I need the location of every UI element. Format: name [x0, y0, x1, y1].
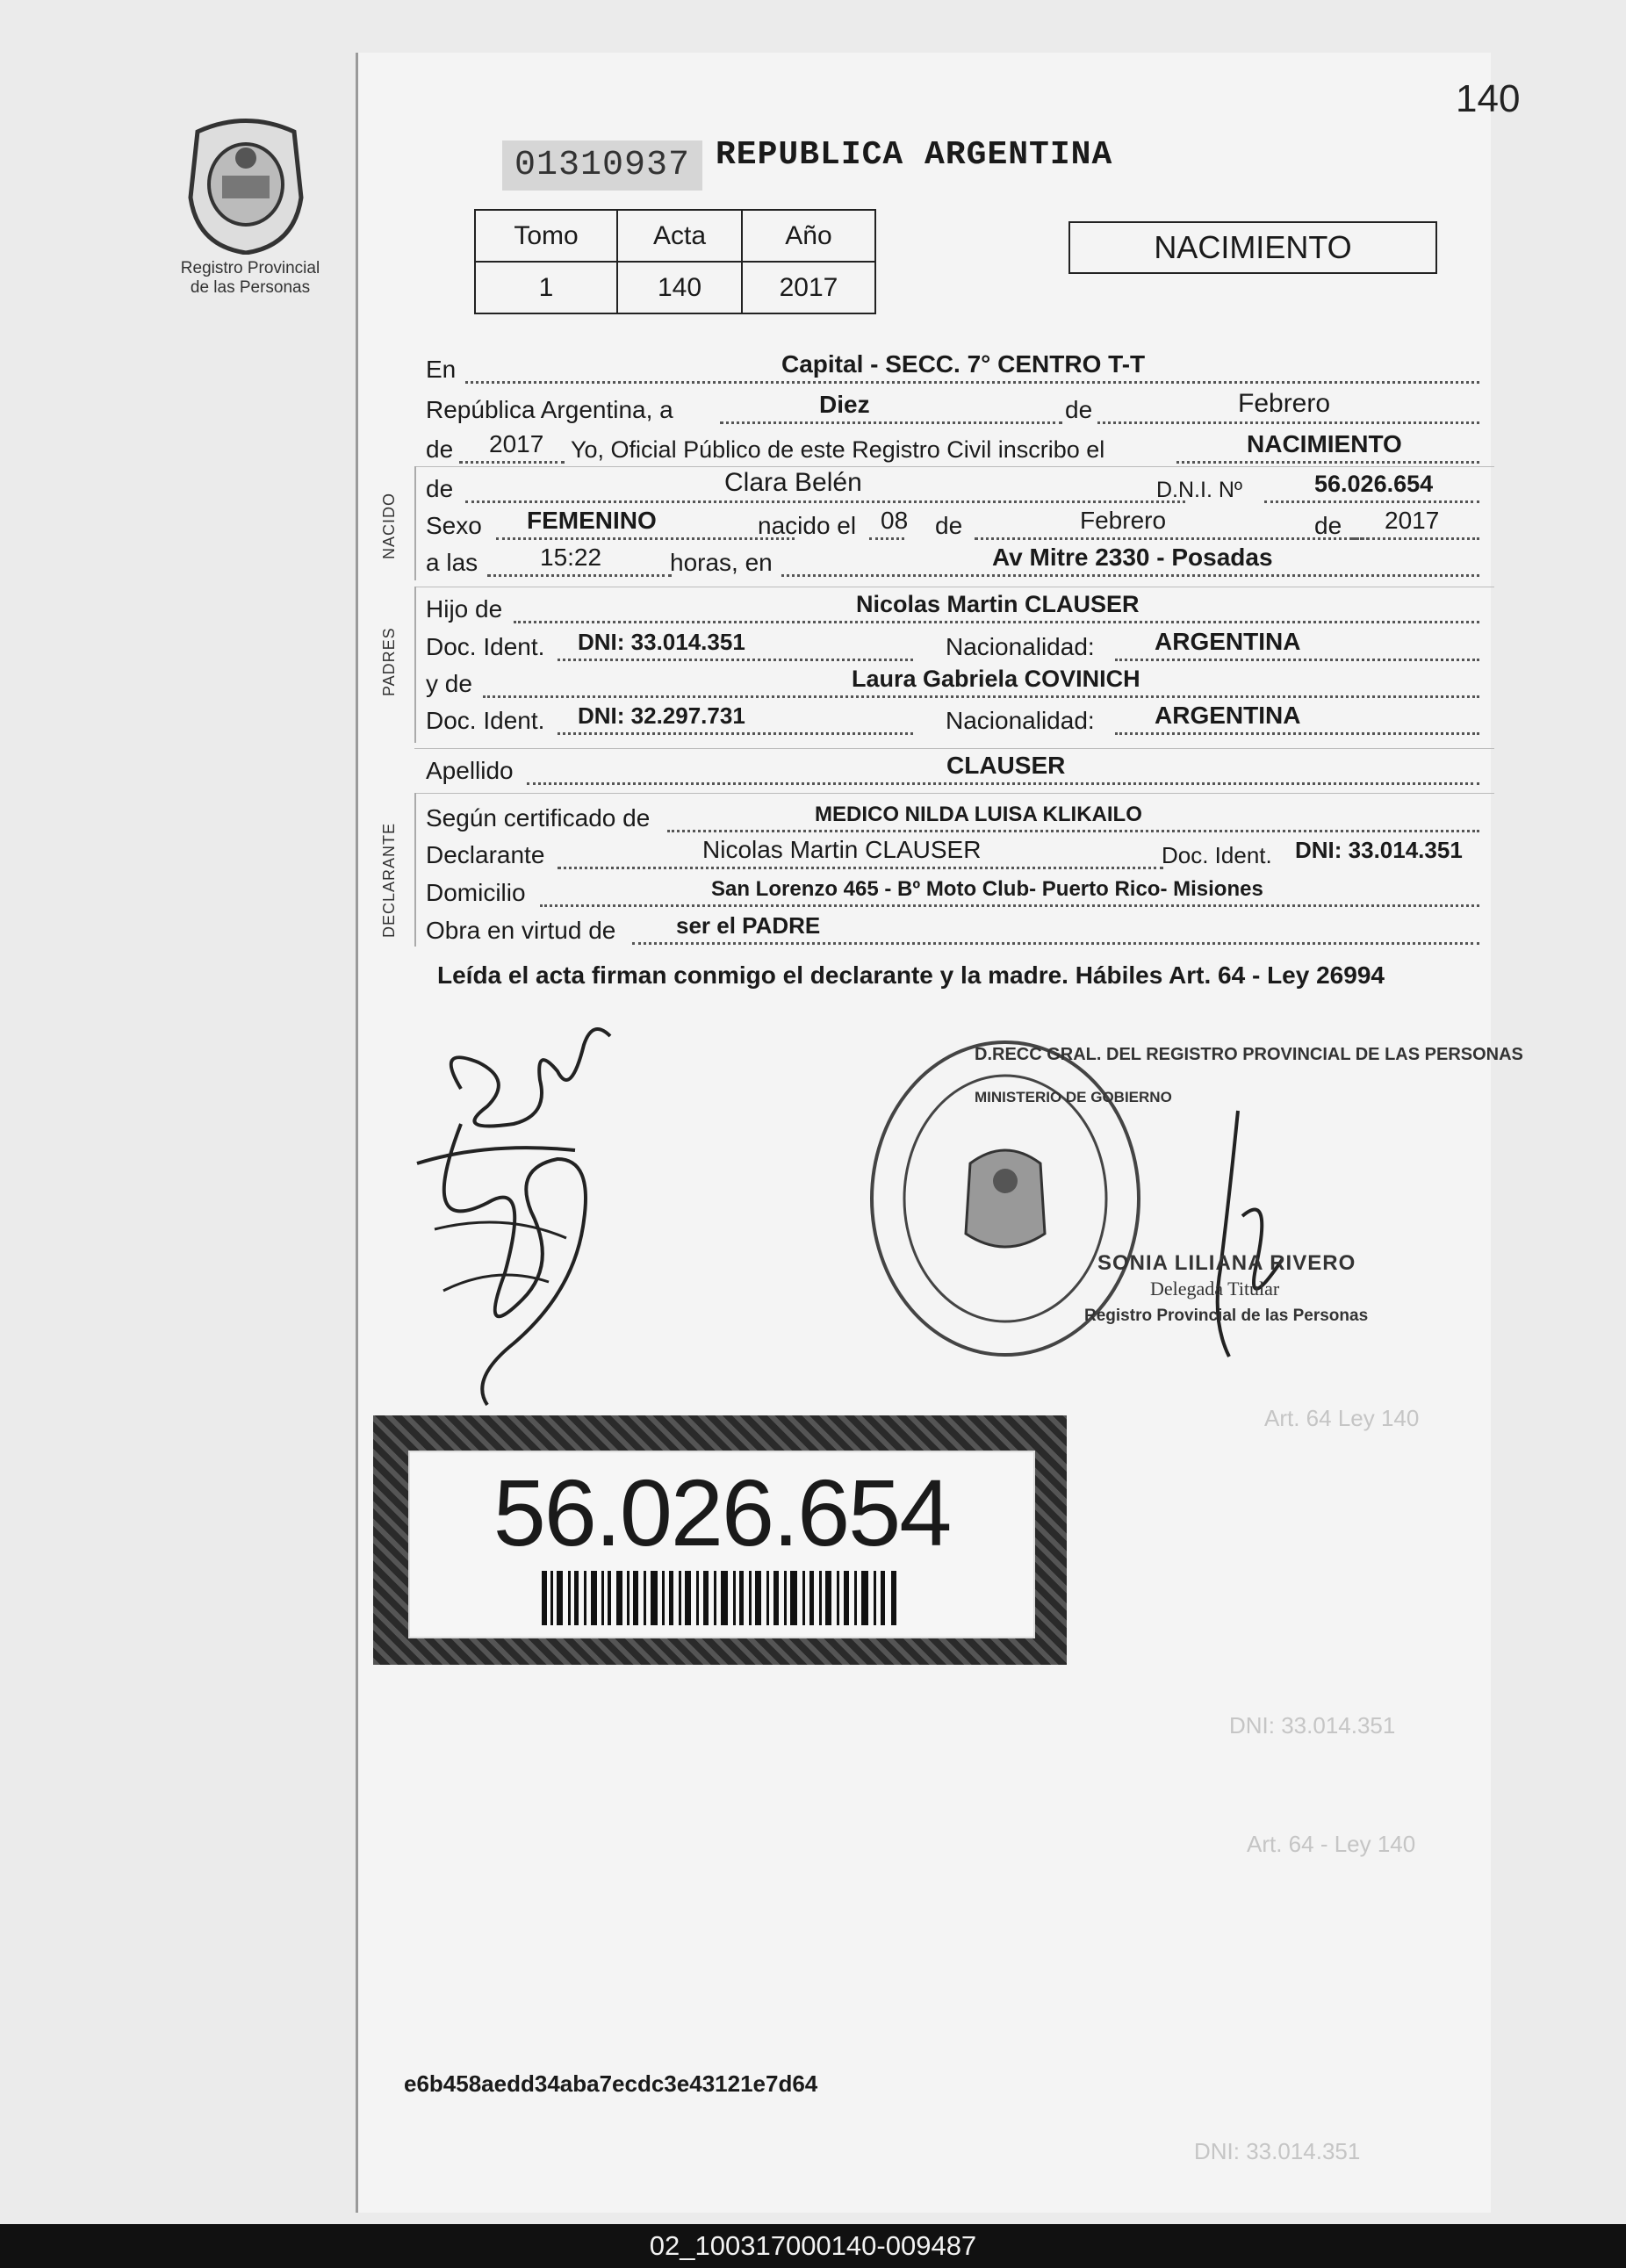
barcode-bars	[542, 1571, 902, 1625]
row-obra	[426, 910, 1493, 947]
label-en: En	[426, 356, 457, 383]
tomo-header: Tomo	[475, 210, 617, 262]
label-doc-ident-2: Doc. Ident.	[426, 707, 545, 734]
divider	[414, 793, 1494, 794]
row-mother-doc	[426, 700, 1493, 737]
label-sexo: Sexo	[426, 512, 482, 539]
record-type-box: NACIMIENTO	[1068, 221, 1437, 274]
dotted-line	[1097, 421, 1479, 424]
mother-nationality-value: ARGENTINA	[1155, 702, 1301, 729]
divider	[414, 466, 1494, 467]
section-line	[414, 793, 416, 947]
label-segun-certificado: Según certificado de	[426, 804, 651, 832]
row-date	[426, 389, 1493, 426]
section-line	[414, 466, 416, 580]
label-domicilio: Domicilio	[426, 879, 526, 906]
label-y-de: y de	[426, 670, 472, 697]
row-certificado	[426, 797, 1493, 834]
mother-name-value: Laura Gabriela COVINICH	[852, 666, 1140, 692]
label-obra-en-virtud: Obra en virtud de	[426, 917, 616, 944]
stamp-inner-text: MINISTERIO DE GOBIERNO	[975, 1089, 1172, 1105]
declarant-signature	[382, 1010, 645, 1414]
row-sex-birth	[426, 505, 1493, 542]
dotted-line	[465, 381, 1479, 384]
label-nacido-el: nacido el	[758, 512, 857, 539]
country-title: REPUBLICA ARGENTINA	[716, 136, 1113, 174]
label-de-month: de	[935, 512, 963, 539]
row-time-place	[426, 542, 1493, 579]
folio-number: 140	[1456, 77, 1521, 120]
barcode-number: 56.026.654	[493, 1459, 951, 1566]
dotted-line	[540, 904, 1479, 907]
ghost-mark: DNI: 33.014.351	[1229, 1712, 1396, 1739]
registry-caption-line-1: Registro Provincial	[180, 259, 320, 277]
label-de: de	[1065, 396, 1093, 423]
dotted-line	[869, 537, 904, 540]
mother-dni-value: DNI: 32.297.731	[578, 702, 745, 729]
dotted-line	[1115, 659, 1479, 661]
document-hash: e6b458aedd34aba7ecdc3e43121e7d64	[404, 2070, 818, 2097]
dotted-line	[483, 695, 1479, 698]
father-name-value: Nicolas Martin CLAUSER	[856, 591, 1140, 617]
dotted-line	[487, 574, 672, 577]
label-doc-ident-declarante: Doc. Ident.	[1162, 842, 1272, 868]
label-doc-ident: Doc. Ident.	[426, 633, 545, 660]
row-domicilio	[426, 872, 1493, 909]
official-name: SONIA LILIANA RIVERO	[1097, 1251, 1356, 1275]
dotted-line	[558, 867, 1163, 869]
dotted-line	[975, 537, 1370, 540]
event-value: NACIMIENTO	[1247, 430, 1402, 457]
registry-caption	[171, 259, 329, 298]
ghost-mark: DNI: 33.014.351	[1194, 2138, 1361, 2164]
dotted-line	[1264, 500, 1479, 503]
declarante-value: Nicolas Martin CLAUSER	[702, 836, 982, 863]
row-father	[426, 588, 1493, 625]
ghost-mark: Art. 64 - Ley 140	[1247, 1831, 1416, 1857]
row-name	[426, 468, 1493, 505]
dotted-line	[496, 537, 795, 540]
dotted-line	[558, 732, 913, 735]
dotted-line	[459, 461, 565, 464]
birth-day-value: 08	[881, 507, 909, 534]
label-nacionalidad-2: Nacionalidad:	[946, 707, 1095, 734]
birth-year-value: 2017	[1385, 507, 1440, 534]
apellido-value: CLAUSER	[946, 752, 1066, 779]
certificate-value: MEDICO NILDA LUISA KLIKAILO	[815, 803, 1142, 826]
row-father-doc	[426, 626, 1493, 663]
label-hijo-de: Hijo de	[426, 595, 503, 623]
dotted-line	[667, 830, 1479, 832]
file-id-footer: 02_100317000140-009487	[0, 2224, 1626, 2268]
place-value: Capital - SECC. 7° CENTRO T-T	[781, 350, 1146, 378]
dotted-line	[632, 942, 1479, 945]
section-label-nacido: NACIDO	[380, 492, 398, 559]
dotted-line	[558, 659, 913, 661]
obra-value: ser el PADRE	[676, 912, 821, 939]
dotted-line	[527, 782, 1479, 785]
child-name-value: Clara Belén	[724, 468, 862, 497]
father-nationality-value: ARGENTINA	[1155, 628, 1301, 655]
label-dni: D.N.I. Nº	[1156, 478, 1243, 502]
acta-value: 140	[617, 262, 742, 313]
dotted-line	[514, 621, 1479, 623]
child-dni-value: 56.026.654	[1314, 471, 1434, 497]
section-label-declarante: DECLARANTE	[380, 822, 398, 938]
row-officer	[426, 428, 1493, 465]
section-label-padres: PADRES	[380, 627, 398, 696]
year-inline-value: 2017	[489, 430, 544, 457]
day-value: Diez	[819, 391, 870, 418]
official-signature	[1194, 1093, 1299, 1374]
tomo-value: 1	[475, 262, 617, 313]
month-value: Febrero	[1238, 389, 1331, 418]
closing-note: Leída el acta firman conmigo el declarante y la madre. Hábiles Art. 64 - Ley 26994	[437, 961, 1385, 989]
label-a-las: a las	[426, 549, 478, 576]
birth-place-value: Av Mitre 2330 - Posadas	[992, 544, 1273, 571]
declarante-dni-value: DNI: 33.014.351	[1295, 837, 1463, 863]
acta-header: Acta	[617, 210, 742, 262]
serial-number: 01310937	[502, 140, 702, 191]
sex-value: FEMENINO	[527, 507, 657, 534]
tomo-acta-year-table	[474, 209, 876, 314]
label-de-year: de	[426, 436, 454, 463]
section-line	[414, 587, 416, 743]
ghost-mark: Art. 64 Ley 140	[1264, 1405, 1420, 1431]
year-value: 2017	[742, 262, 875, 313]
registry-caption-line-2: de las Personas	[190, 278, 311, 297]
dotted-line	[781, 574, 1479, 577]
father-dni-value: DNI: 33.014.351	[578, 629, 745, 655]
label-apellido: Apellido	[426, 757, 514, 784]
year-header: Año	[742, 210, 875, 262]
barcode-sticker	[373, 1415, 1067, 1665]
label-republica: República Argentina, a	[426, 396, 673, 423]
divider	[414, 748, 1494, 749]
label-de-name: de	[426, 475, 454, 502]
row-en	[426, 349, 1493, 385]
stamp-ring-text: D.RECC GRAL. DEL REGISTRO PROVINCIAL DE LAS PERSONAS	[975, 1045, 1523, 1064]
dotted-line	[1115, 732, 1479, 735]
dotted-line	[1176, 461, 1479, 464]
officer-text: Yo, Oficial Público de este Registro Civil inscribo el	[571, 436, 1105, 463]
official-registry: Registro Provincial de las Personas	[1084, 1307, 1369, 1325]
label-horas-en: horas, en	[670, 549, 773, 576]
dotted-line	[720, 421, 1062, 424]
birth-month-value: Febrero	[1080, 507, 1167, 534]
birth-time-value: 15:22	[540, 544, 602, 571]
row-declarante	[426, 834, 1493, 871]
label-declarante: Declarante	[426, 841, 545, 868]
barcode-panel	[408, 1451, 1035, 1638]
row-apellido	[426, 750, 1493, 787]
official-role: Delegada Titular	[1150, 1278, 1280, 1300]
row-mother	[426, 663, 1493, 700]
label-nacionalidad: Nacionalidad:	[946, 633, 1095, 660]
domicilio-value: San Lorenzo 465 - Bº Moto Club- Puerto Rico- Misiones	[711, 877, 1263, 901]
province-seal-logo	[180, 114, 312, 255]
dotted-line	[465, 500, 1185, 503]
label-de-birth-year: de	[1314, 512, 1342, 539]
dotted-line	[1352, 537, 1479, 540]
